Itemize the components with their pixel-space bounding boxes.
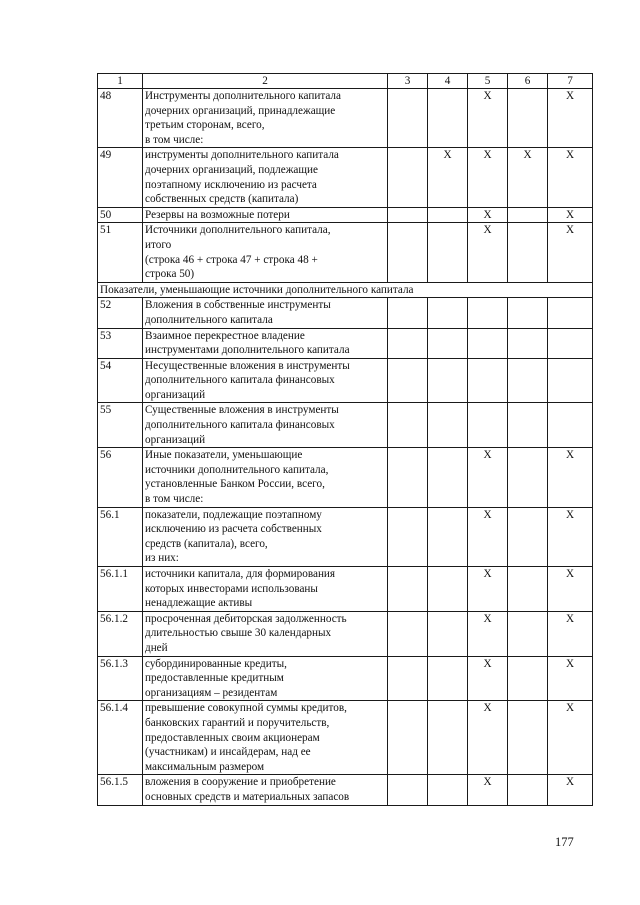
mark-cell-col-6 (508, 403, 548, 448)
row-description (143, 207, 388, 223)
mark-cell-col-3 (388, 403, 428, 448)
mark-cell-col-6 (508, 223, 548, 282)
mark-cell-col-7: X (548, 448, 593, 507)
description-line: основных средств и материальных запасов (145, 790, 350, 803)
mark-cell-col-4: X (428, 148, 468, 207)
row-number: 50 (98, 207, 143, 223)
mark-cell-col-6 (508, 358, 548, 403)
col-header: 1 (98, 74, 143, 89)
page-number: 177 (555, 835, 574, 849)
mark-cell-col-7: X (548, 656, 593, 701)
mark-cell-col-7: X (548, 611, 593, 656)
row-description (143, 298, 388, 328)
table-row (98, 298, 593, 328)
row-description (143, 701, 388, 775)
mark-cell-col-4 (428, 656, 468, 701)
mark-cell-col-6: X (508, 148, 548, 207)
mark-cell-col-7: X (548, 567, 593, 612)
description-line: показатели, подлежащие поэтапному (145, 508, 322, 521)
mark-cell-col-6 (508, 448, 548, 507)
description-line: предоставленные кредитным (145, 672, 284, 685)
col-header: 6 (508, 74, 548, 89)
description-line: исключению из расчета собственных (145, 523, 322, 536)
description-line: дочерних организаций, подлежащие (145, 163, 318, 176)
row-number: 49 (98, 148, 143, 207)
description-line: инструменты дополнительного капитала (145, 149, 339, 162)
description-line: итого (145, 238, 172, 251)
description-line: Несущественные вложения в инструменты (145, 359, 350, 372)
mark-cell-col-7: X (548, 207, 593, 223)
mark-cell-col-4 (428, 775, 468, 805)
description-line: инструментами дополнительного капитала (145, 344, 350, 357)
mark-cell-col-5 (468, 328, 508, 358)
col-header: 7 (548, 74, 593, 89)
description-line: превышение совокупной суммы кредитов, (145, 702, 347, 715)
row-number: 52 (98, 298, 143, 328)
mark-cell-col-5: X (468, 148, 508, 207)
row-description (143, 223, 388, 282)
mark-cell-col-4 (428, 701, 468, 775)
row-description (143, 148, 388, 207)
row-number: 56.1 (98, 507, 143, 566)
mark-cell-col-5: X (468, 611, 508, 656)
section-title: Показатели, уменьшающие источники дополнительного капитала (98, 282, 593, 298)
description-line: банковских гарантий и поручительств, (145, 716, 330, 729)
table-row (98, 223, 593, 282)
mark-cell-col-4 (428, 328, 468, 358)
mark-cell-col-3 (388, 148, 428, 207)
description-line: строка 50) (145, 268, 195, 281)
mark-cell-col-7: X (548, 89, 593, 148)
description-line: из них: (145, 552, 179, 565)
mark-cell-col-3 (388, 89, 428, 148)
table-row (98, 775, 593, 805)
mark-cell-col-6 (508, 89, 548, 148)
mark-cell-col-4 (428, 298, 468, 328)
description-line: дополнительного капитала финансовых (145, 419, 335, 432)
description-line: организациям – резидентам (145, 686, 278, 699)
description-line: (участникам) и инсайдерам, над ее (145, 746, 311, 759)
mark-cell-col-3 (388, 358, 428, 403)
mark-cell-col-5: X (468, 207, 508, 223)
mark-cell-col-6 (508, 611, 548, 656)
description-line: вложения в сооружение и приобретение (145, 776, 336, 789)
description-line: дополнительного капитала (145, 313, 273, 326)
mark-cell-col-7: X (548, 701, 593, 775)
mark-cell-col-5: X (468, 223, 508, 282)
table-row (98, 328, 593, 358)
description-line: третьим сторонам, всего, (145, 119, 265, 132)
description-line: дней (145, 641, 168, 654)
description-line: Существенные вложения в инструменты (145, 404, 339, 417)
mark-cell-col-5 (468, 403, 508, 448)
mark-cell-col-3 (388, 223, 428, 282)
description-line: установленные Банком России, всего, (145, 478, 325, 491)
mark-cell-col-4 (428, 611, 468, 656)
description-line: Вложения в собственные инструменты (145, 299, 331, 312)
mark-cell-col-3 (388, 701, 428, 775)
row-description (143, 507, 388, 566)
mark-cell-col-3 (388, 448, 428, 507)
description-line: организаций (145, 388, 206, 401)
col-header: 4 (428, 74, 468, 89)
mark-cell-col-5: X (468, 656, 508, 701)
row-number: 56.1.5 (98, 775, 143, 805)
mark-cell-col-4 (428, 448, 468, 507)
header-row (98, 74, 593, 89)
description-line: Иные показатели, уменьшающие (145, 449, 303, 462)
row-description (143, 775, 388, 805)
table-row (98, 403, 593, 448)
mark-cell-col-5: X (468, 89, 508, 148)
row-description (143, 358, 388, 403)
table-row (98, 448, 593, 507)
description-line: дочерних организаций, принадлежащие (145, 104, 336, 117)
mark-cell-col-7: X (548, 507, 593, 566)
row-description (143, 611, 388, 656)
table-row (98, 89, 593, 148)
description-line: максимальным размером (145, 760, 265, 773)
table-body (98, 89, 593, 806)
mark-cell-col-5 (468, 298, 508, 328)
mark-cell-col-3 (388, 775, 428, 805)
description-line: предоставленных своим акционерам (145, 731, 320, 744)
description-line: просроченная дебиторская задолженность (145, 612, 347, 625)
table-row (98, 611, 593, 656)
mark-cell-col-7: X (548, 148, 593, 207)
mark-cell-col-3 (388, 298, 428, 328)
mark-cell-col-6 (508, 298, 548, 328)
description-line: ненадлежащие активы (145, 597, 253, 610)
mark-cell-col-7 (548, 328, 593, 358)
col-header: 2 (143, 74, 388, 89)
mark-cell-col-5: X (468, 448, 508, 507)
mark-cell-col-3 (388, 567, 428, 612)
mark-cell-col-5: X (468, 567, 508, 612)
mark-cell-col-3 (388, 507, 428, 566)
table-row (98, 507, 593, 566)
mark-cell-col-6 (508, 328, 548, 358)
table-row (98, 358, 593, 403)
table-row (98, 701, 593, 775)
row-description (143, 656, 388, 701)
row-number: 56.1.3 (98, 656, 143, 701)
mark-cell-col-6 (508, 507, 548, 566)
description-line: которых инвесторами использованы (145, 582, 318, 595)
row-number: 54 (98, 358, 143, 403)
document-table (97, 73, 593, 806)
description-line: средств (капитала), всего, (145, 537, 268, 550)
description-line: поэтапному исключению из расчета (145, 178, 317, 191)
mark-cell-col-4 (428, 223, 468, 282)
description-line: в том числе: (145, 133, 204, 146)
description-line: субординированные кредиты, (145, 657, 287, 670)
mark-cell-col-6 (508, 701, 548, 775)
mark-cell-col-3 (388, 207, 428, 223)
mark-cell-col-5: X (468, 507, 508, 566)
col-header: 5 (468, 74, 508, 89)
mark-cell-col-3 (388, 328, 428, 358)
row-number: 48 (98, 89, 143, 148)
row-number: 51 (98, 223, 143, 282)
description-line: дополнительного капитала финансовых (145, 374, 335, 387)
row-description (143, 448, 388, 507)
row-number: 56.1.1 (98, 567, 143, 612)
mark-cell-col-6 (508, 775, 548, 805)
description-line: Источники дополнительного капитала, (145, 224, 331, 237)
row-description (143, 403, 388, 448)
description-line: собственных средств (капитала) (145, 193, 299, 206)
mark-cell-col-3 (388, 611, 428, 656)
mark-cell-col-4 (428, 358, 468, 403)
description-line: (строка 46 + строка 47 + строка 48 + (145, 253, 318, 266)
mark-cell-col-4 (428, 567, 468, 612)
mark-cell-col-4 (428, 89, 468, 148)
description-line: в том числе: (145, 493, 204, 506)
description-line: источники дополнительного капитала, (145, 463, 329, 476)
mark-cell-col-4 (428, 207, 468, 223)
description-line: Взаимное перекрестное владение (145, 329, 305, 342)
mark-cell-col-7: X (548, 223, 593, 282)
mark-cell-col-7: X (548, 775, 593, 805)
mark-cell-col-5: X (468, 775, 508, 805)
description-line: длительностью свыше 30 календарных (145, 627, 332, 640)
row-number: 56.1.2 (98, 611, 143, 656)
mark-cell-col-7 (548, 358, 593, 403)
table-row (98, 656, 593, 701)
col-header: 3 (388, 74, 428, 89)
mark-cell-col-5 (468, 358, 508, 403)
table-row (98, 207, 593, 223)
description-line: Инструменты дополнительного капитала (145, 90, 341, 102)
row-number: 56 (98, 448, 143, 507)
section-row (98, 282, 593, 298)
mark-cell-col-7 (548, 403, 593, 448)
row-number: 53 (98, 328, 143, 358)
row-description (143, 567, 388, 612)
mark-cell-col-6 (508, 567, 548, 612)
row-description (143, 328, 388, 358)
description-line: организаций (145, 433, 206, 446)
row-number: 55 (98, 403, 143, 448)
mark-cell-col-3 (388, 656, 428, 701)
row-number: 56.1.4 (98, 701, 143, 775)
mark-cell-col-4 (428, 403, 468, 448)
table-row (98, 148, 593, 207)
mark-cell-col-5: X (468, 701, 508, 775)
mark-cell-col-7 (548, 298, 593, 328)
description-line: источники капитала, для формирования (145, 568, 336, 580)
mark-cell-col-6 (508, 207, 548, 223)
mark-cell-col-4 (428, 507, 468, 566)
mark-cell-col-6 (508, 656, 548, 701)
description-line: Резервы на возможные потери (145, 208, 290, 221)
table-row (98, 567, 593, 612)
row-description (143, 89, 388, 148)
